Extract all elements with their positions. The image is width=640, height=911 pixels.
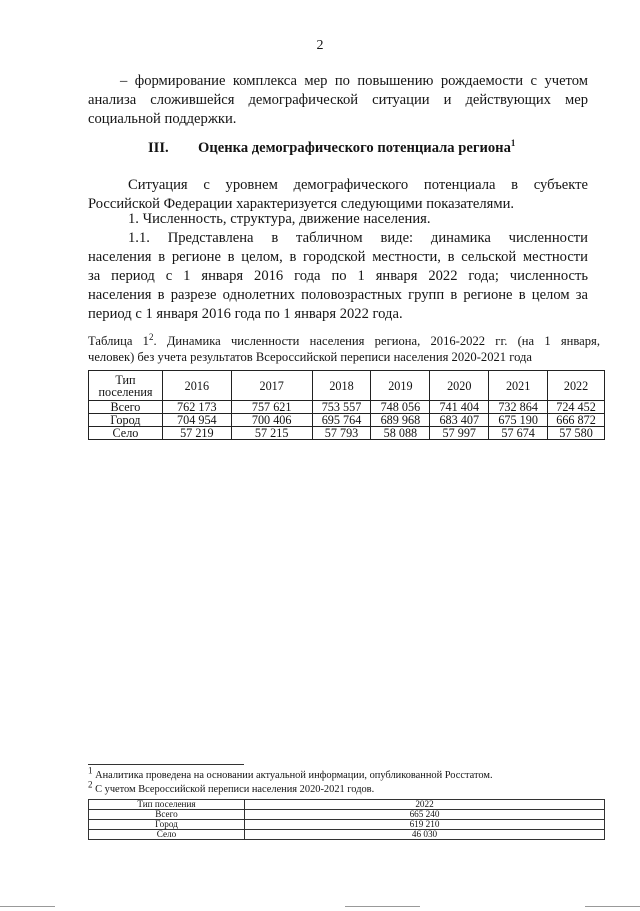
item-1-1-paragraph xyxy=(88,229,588,324)
table-row xyxy=(89,401,605,414)
intro-line-3: социальной поддержки. xyxy=(88,111,237,127)
footnote-1-mark: 1 xyxy=(88,765,93,776)
table-caption-line-1 xyxy=(88,333,600,349)
table-cell: 666 872 xyxy=(548,414,605,427)
item-1-1-line-5: период с 1 января 2016 года по 1 января 2022 года. xyxy=(88,306,403,322)
table-cell: 748 056 xyxy=(371,401,430,414)
footnote-table-header-row xyxy=(89,800,605,810)
table-cell: 675 190 xyxy=(489,414,548,427)
section-title xyxy=(198,140,515,157)
intro-paragraph xyxy=(88,72,588,129)
table-cell: 704 954 xyxy=(162,414,231,427)
header-settlement-type-line-1: Тип xyxy=(115,372,136,387)
row-label: Всего xyxy=(89,401,163,414)
footnote-separator xyxy=(88,764,244,765)
page-number: 2 xyxy=(316,38,324,53)
table-cell: 665 240 xyxy=(245,810,605,820)
item-1 xyxy=(88,210,588,229)
table-cell: 689 968 xyxy=(371,414,430,427)
header-year: 2022 xyxy=(548,371,605,401)
table-caption xyxy=(88,333,600,365)
table-cell: 741 404 xyxy=(430,401,489,414)
table-cell: 619 210 xyxy=(245,820,605,830)
row-label: Село xyxy=(89,830,245,840)
table-cell: 762 173 xyxy=(162,401,231,414)
footnote-header-settlement-type: Тип поселения xyxy=(89,800,245,810)
footnote-1 xyxy=(88,765,493,781)
table-header-row xyxy=(89,371,605,401)
section-footnote-mark: 1 xyxy=(510,138,516,149)
scan-artifact-line xyxy=(585,906,640,907)
row-label: Город xyxy=(89,414,163,427)
table-cell: 683 407 xyxy=(430,414,489,427)
scan-artifact-line xyxy=(0,906,55,907)
table-cell: 58 088 xyxy=(371,427,430,440)
footnote-1-text: Аналитика проведена на основании актуальной информации, опубликованной Росстатом. xyxy=(92,770,493,781)
table-cell: 757 621 xyxy=(231,401,312,414)
section-number: III. xyxy=(148,140,169,156)
header-year: 2020 xyxy=(430,371,489,401)
table-cell: 57 793 xyxy=(312,427,371,440)
table-cell: 724 452 xyxy=(548,401,605,414)
intro-line-1: – формирование комплекса мер по повышению рождаемости с учетом xyxy=(120,73,588,89)
footnote-2-mark: 2 xyxy=(88,779,93,790)
table-caption-footnote-mark: 2 xyxy=(148,331,154,342)
footnote-table xyxy=(88,799,605,840)
footnote-header-year: 2022 xyxy=(245,800,605,810)
situation-line-1: Ситуация с уровнем демографического потенциала в субъекте xyxy=(128,177,588,193)
item-1-1-line-1: 1.1. Представлена в табличном виде: динамика численности xyxy=(128,230,588,246)
header-year: 2016 xyxy=(162,371,231,401)
table-cell: 46 030 xyxy=(245,830,605,840)
table-cell: 57 580 xyxy=(548,427,605,440)
table-cell: 57 219 xyxy=(162,427,231,440)
header-year: 2021 xyxy=(489,371,548,401)
header-settlement-type xyxy=(89,371,163,401)
intro-line-2: анализа сложившейся демографической ситуации и действующих мер xyxy=(88,92,588,108)
situation-line-2: Российской Федерации характеризуется следующими показателями. xyxy=(88,196,515,212)
footnote-2-text: С учетом Всероссийской переписи населения 2020-2021 годов. xyxy=(92,784,375,795)
table-cell: 695 764 xyxy=(312,414,371,427)
row-label: Город xyxy=(89,820,245,830)
table-caption-line-2: человек) без учета результатов Всероссийской переписи населения 2020-2021 года xyxy=(88,350,533,364)
item-1-text: 1. Численность, структура, движение населения. xyxy=(128,211,431,227)
situation-paragraph xyxy=(88,176,588,214)
table-cell: 700 406 xyxy=(231,414,312,427)
header-year: 2017 xyxy=(231,371,312,401)
table-caption-prefix: Таблица 1 xyxy=(88,334,149,348)
item-1-1-line-4: населения в разрезе однолетних половозрастных групп в регионе в целом за xyxy=(88,287,588,303)
row-label: Село xyxy=(89,427,163,440)
header-year: 2019 xyxy=(371,371,430,401)
scan-artifact-line xyxy=(345,906,420,907)
table-cell: 57 997 xyxy=(430,427,489,440)
table-row xyxy=(89,810,605,820)
table-cell: 57 215 xyxy=(231,427,312,440)
table-caption-rest: . Динамика численности населения региона, 2016-2022 гг. (на 1 января, xyxy=(153,334,600,348)
item-1-1-line-3: за период с 1 января 2016 года по 1 января 2022 года; численность xyxy=(88,268,588,284)
header-year: 2018 xyxy=(312,371,371,401)
table-row xyxy=(89,414,605,427)
section-title-text: Оценка демографического потенциала региона xyxy=(198,140,511,156)
header-settlement-type-line-2: поселения xyxy=(98,384,153,399)
table-cell: 57 674 xyxy=(489,427,548,440)
footnote-2 xyxy=(88,779,375,795)
row-label: Всего xyxy=(89,810,245,820)
table-row xyxy=(89,830,605,840)
table-row xyxy=(89,427,605,440)
table-cell: 753 557 xyxy=(312,401,371,414)
population-table xyxy=(88,370,605,440)
item-1-1-line-2: населения в регионе в целом, в городской местности, в сельской местности xyxy=(88,249,588,265)
table-row xyxy=(89,820,605,830)
table-cell: 732 864 xyxy=(489,401,548,414)
